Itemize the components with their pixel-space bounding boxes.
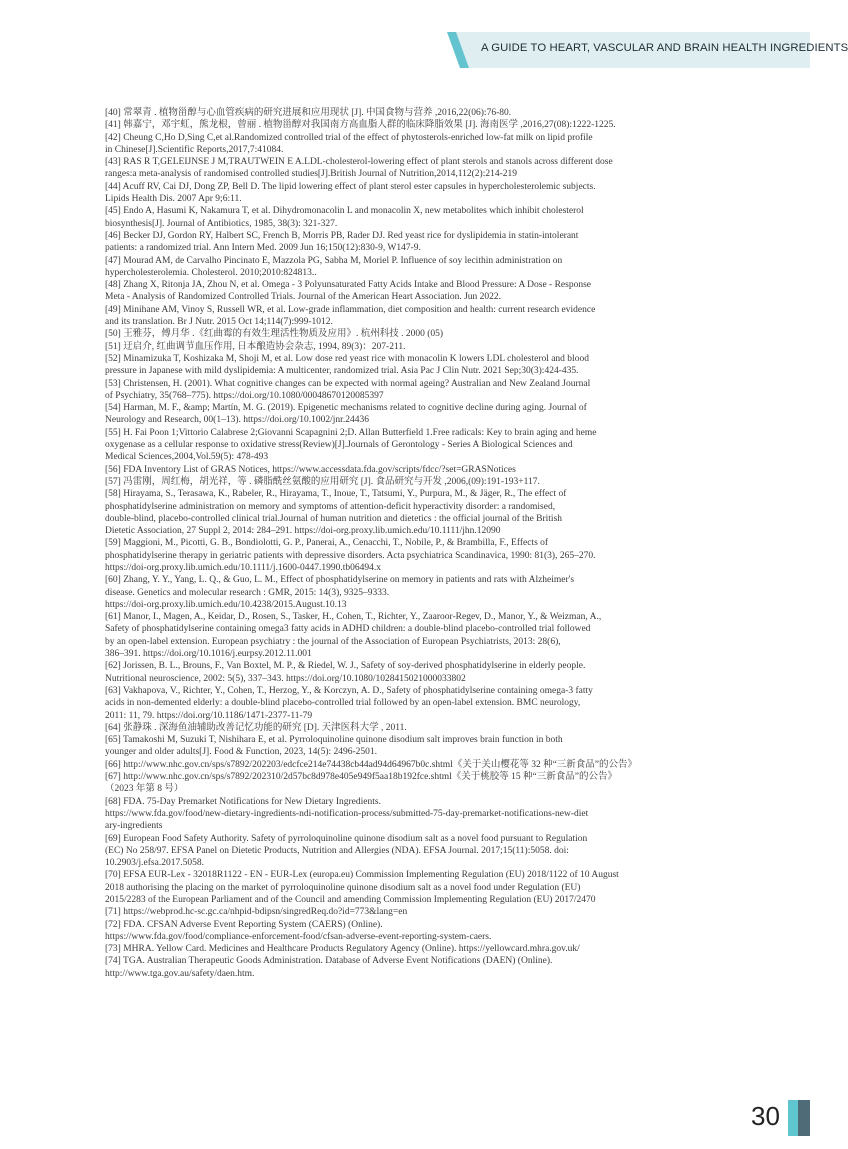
reference-item: [65] Tamakoshi M, Suzuki T, Nishihara E, et al. Pyrroloquinoline quinone disodium salt improves brain function in both younger and older adults[J]. Food & Function, 2023, 14(5): 2496-2501.: [105, 735, 563, 758]
reference-item: [67] http://www.nhc.gov.cn/sps/s7892/202310/2d57bc8d978e405e949f5aa18b192fce.shtml《关于桃胶等 15 种“三新食品”的公告》 （2023 年第 8 号）: [105, 772, 617, 795]
reference-item: [47] Mourad AM, de Carvalho Pincinato E, Mazzola PG, Sabha M, Moriel P. Influence of soy lecithin administration on hypercholesterolemia. Cholesterol. 2010;2010:824813..: [105, 255, 563, 278]
reference-item: [71] https://webprod.hc-sc.gc.ca/nhpid-bdipsn/singredReq.do?id=773&lang=en: [105, 907, 408, 918]
reference-item: [46] Becker DJ, Gordon RY, Halbert SC, French B, Morris PB, Rader DJ. Red yeast rice for dyslipidemia in statin-intolerant patients: a randomized trial. Ann Intern Med. 2009 Jun 16;150(12):830-9, W147-9.: [105, 230, 579, 254]
reference-item: [44] Acuff RV, Cai DJ, Dong ZP, Bell D. The lipid lowering effect of plant sterol ester capsules in hypercholesterolemic subjects. Lipids Health Dis. 2007 Apr 9;6:11.: [105, 181, 596, 205]
reference-item: [58] Hirayama, S., Terasawa, K., Rabeler, R., Hirayama, T., Inoue, T., Tatsumi, Y., Purpura, M., & Jäger, R., The effect of phosphatidylserine administration on memory and symptoms of attention-deficit hyperactivity disorder: a randomised, double-blind, placebo-controlled clinical trial.Journal of human nutrition and dietetics : the official journal of the British Dietetic Association, 27 Suppl 2, 2014: 284–291. https://doi-org.proxy.lib.umich.edu/10.1111/jhn.12090: [105, 489, 567, 537]
reference-item: [52] Minamizuka T, Koshizaka M, Shoji M, et al. Low dose red yeast rice with monacolin K lowers LDL cholesterol and blood pressure in Japanese with mild dyslipidemia: A multicenter, randomized trial. Asia Pac J Clin Nutr. 2021 Sep;30(3):424-435.: [105, 353, 589, 377]
reference-item: [56] FDA Inventory List of GRAS Notices, https://www.accessdata.fda.gov/scripts/fdcc/?set=GRASNotices: [105, 464, 516, 475]
reference-list: [105, 107, 705, 980]
reference-item: [42] Cheung C,Ho D,Sing C,et al.Randomized controlled trial of the effect of phytosterols-enriched low-fat milk on lipid profile in Chinese[J].Scientific Reports,2017,7:41084.: [105, 132, 593, 155]
reference-item: [40] 常翠青 . 植物甾醇与心血管疾病的研究进展和应用现状 [J]. 中国食物与营养 ,2016,22(06):76-80.: [105, 108, 512, 118]
reference-item: [50] 王雅芬，傅月华 .《红曲霉的有效生理活性物质及应用》. 杭州科技 . 2000 (05): [105, 329, 444, 340]
reference-item: [69] European Food Safety Authority. Safety of pyrroloquinoline quinone disodium salt as a novel food pursuant to Regulation (EC) No 258/97. EFSA Panel on Dietetic Products, Nutrition and Allergies (NDA). EFSA Journal. 2017;15(11):5058. doi: 10.2903/j.efsa.2017.5058.: [105, 833, 588, 869]
reference-item: [51] 迂启介, 红曲调节血压作用, 日本酿造协会杂志, 1994, 89(3)：207-211.: [105, 341, 406, 352]
reference-item: [54] Harman, M. F., &amp; Martín, M. G. (2019). Epigenetic mechanisms related to cognitive decline during aging. Journal of Neurology and Research, 00(1–13). https://doi.org/10.1002/jnr.24436: [105, 403, 587, 426]
reference-item: [45] Endo A, Hasumi K, Nakamura T, et al. Dihydromonacolin L and monacolin X, new metabolites which inhibit cholesterol biosynthesis[J]. Journal of Antibiotics, 1985, 38(3): 321-327.: [105, 206, 584, 229]
reference-item: [73] MHRA. Yellow Card. Medicines and Healthcare Products Regulatory Agency (Online). https://yellowcard.mhra.gov.uk/: [105, 944, 580, 955]
reference-item: [49] Minihane AM, Vinoy S, Russell WR, et al. Low-grade inflammation, diet composition and health: current research evidence and its translation. Br J Nutr. 2015 Oct 14;114(7):999-1012.: [105, 304, 596, 328]
reference-item: [59] Maggioni, M., Picotti, G. B., Bondiolotti, G. P., Panerai, A., Cenacchi, T., Nobile, P., & Brambilla, F., Effects of phosphatidylserine therapy in geriatric patients with depressive disorders. Acta psychiatrica Scandinavica, 1990: 81(3), 265–270. https://doi-org.proxy.lib.umich.edu/10.1111/j.1600-0447.1990.tb06494.x: [105, 538, 596, 573]
reference-item: [70] EFSA EUR-Lex - 32018R1122 - EN - EUR-Lex (europa.eu) Commission Implementing Regulation (EU) 2018/1122 of 10 August 2018 authorising the placing on the market of pyrroloquinoline quinone disodium salt as a novel food under Regulation (EU) 2015/2283 of the European Parliament and of the Council and amending Commission Implementing Regulation (EU) 2017/2470: [105, 870, 619, 905]
header-band: [447, 32, 848, 68]
reference-item: [72] FDA. CFSAN Adverse Event Reporting System (CAERS) (Online). https://www.fda.gov/food/compliance-enforcement-food/cfsan-adverse-event-reporting-system-caers.: [105, 919, 492, 942]
header-title: A GUIDE TO HEART, VASCULAR AND BRAIN HEALTH INGREDIENTS: [481, 42, 848, 54]
reference-item: [43] RAS R T,GELEIJNSE J M,TRAUTWEIN E A.LDL-cholesterol-lowering effect of plant sterols and stanols across different dose ranges:a meta-analysis of randomised controlled studies[J].British Journal of Nutrition,2014,112(2):214-219: [105, 157, 613, 180]
reference-item: [48] Zhang X, Ritonja JA, Zhou N, et al. Omega - 3 Polyunsaturated Fatty Acids Intake and Blood Pressure: A Dose - Response Meta - Analysis of Randomized Controlled Trials. Journal of the American Heart Association. Jun 2022.: [105, 280, 592, 303]
reference-item: [68] FDA. 75-Day Premarket Notifications for New Dietary Ingredients. https://www.fda.gov/food/new-dietary-ingredients-ndi-notification-process/submitted-75-day-premarket-notifications-new-diet ary-ingredients: [105, 796, 589, 832]
reference-item: [63] Vakhapova, V., Richter, Y., Cohen, T., Herzog, Y., & Korczyn, A. D., Safety of phosphatidylserine containing omega-3 fatty acids in non-demented elderly: a double-blind placebo-controlled trial followed by an open-label extension. BMC neurology, 2011: 11, 79. https://doi.org/10.1186/1471-2377-11-79: [105, 685, 593, 721]
reference-item: [66] http://www.nhc.gov.cn/sps/s7892/202203/edcfce214e74438cb44ad94d64967b0c.shtml《关于关山樱花等 32 种“三新食品”的公告》: [105, 759, 638, 770]
reference-item: [53] Christensen, H. (2001). What cognitive changes can be expected with normal ageing? Australian and New Zealand Journal of Psychiatry, 35(768–775). https://doi.org/10.1080/00048670120085397: [105, 378, 591, 401]
page-number-accent-bar: [788, 1100, 798, 1136]
reference-item: [62] Jorissen, B. L., Brouns, F., Van Boxtel, M. P., & Riedel, W. J., Safety of soy-derived phosphatidylserine in elderly people. Nutritional neuroscience, 2002: 5(5), 337–343. https://doi.org/10.1080/1028415021000033802: [105, 661, 586, 684]
reference-item: [60] Zhang, Y. Y., Yang, L. Q., & Guo, L. M., Effect of phosphatidylserine on memory in patients and rats with Alzheimer's disease. Genetics and molecular research : GMR, 2015: 14(3), 9325–9333. https://doi-org.proxy.lib.umich.edu/10.4238/2015.August.10.13: [105, 575, 575, 610]
reference-item: [55] H. Fai Poon 1;Vittorio Calabrese 2;Giovanni Scapagnini 2;D. Allan Butterfield 1.Free radicals: Key to brain aging and heme oxygenase as a cellular response to oxidative stress(Review)[J].Journals of Gerontology - Series A Biological Sciences and Medical Sciences,2004,Vol.59(5): 478-493: [105, 427, 597, 463]
reference-item: [74] TGA. Australian Therapeutic Goods Administration. Database of Adverse Event Notifications (DAEN) (Online). http://www.tga.gov.au/safety/daen.htm.: [105, 956, 553, 979]
reference-item: [61] Manor, I., Magen, A., Keidar, D., Rosen, S., Tasker, H., Cohen, T., Richter, Y., Zaaroor-Regev, D., Manor, Y., & Weizman, A., Safety of phosphatidylserine containing omega3 fatty acids in ADHD children: a double-blind placebo-controlled trial followed by an open-label extension. European psychiatry : the journal of the Association of European Psychiatrists, 2013: 28(6), 386–391. https://doi.org/10.1016/j.eurpsy.2012.11.001: [105, 612, 602, 660]
reference-item: [64] 张静珠 . 深海鱼油辅助改善记忆功能的研究 [D]. 天津医科大学 , 2011.: [105, 722, 407, 733]
page-number-dark-bar: [798, 1100, 810, 1136]
page-number: 30: [751, 1101, 780, 1131]
reference-item: [57] 冯雷刚，周红梅，胡光祥，等 . 磷脂酰丝氨酸的应用研究 [J]. 食品研究与开发 ,2006,(09):191-193+117.: [105, 476, 540, 487]
reference-item: [41] 韩嘉宁，邓宇虹，熊龙根，曾丽 . 植物甾醇对我国南方高血脂人群的临床降脂效果 [J]. 海南医学 ,2016,27(08):1222-1225.: [105, 120, 616, 131]
